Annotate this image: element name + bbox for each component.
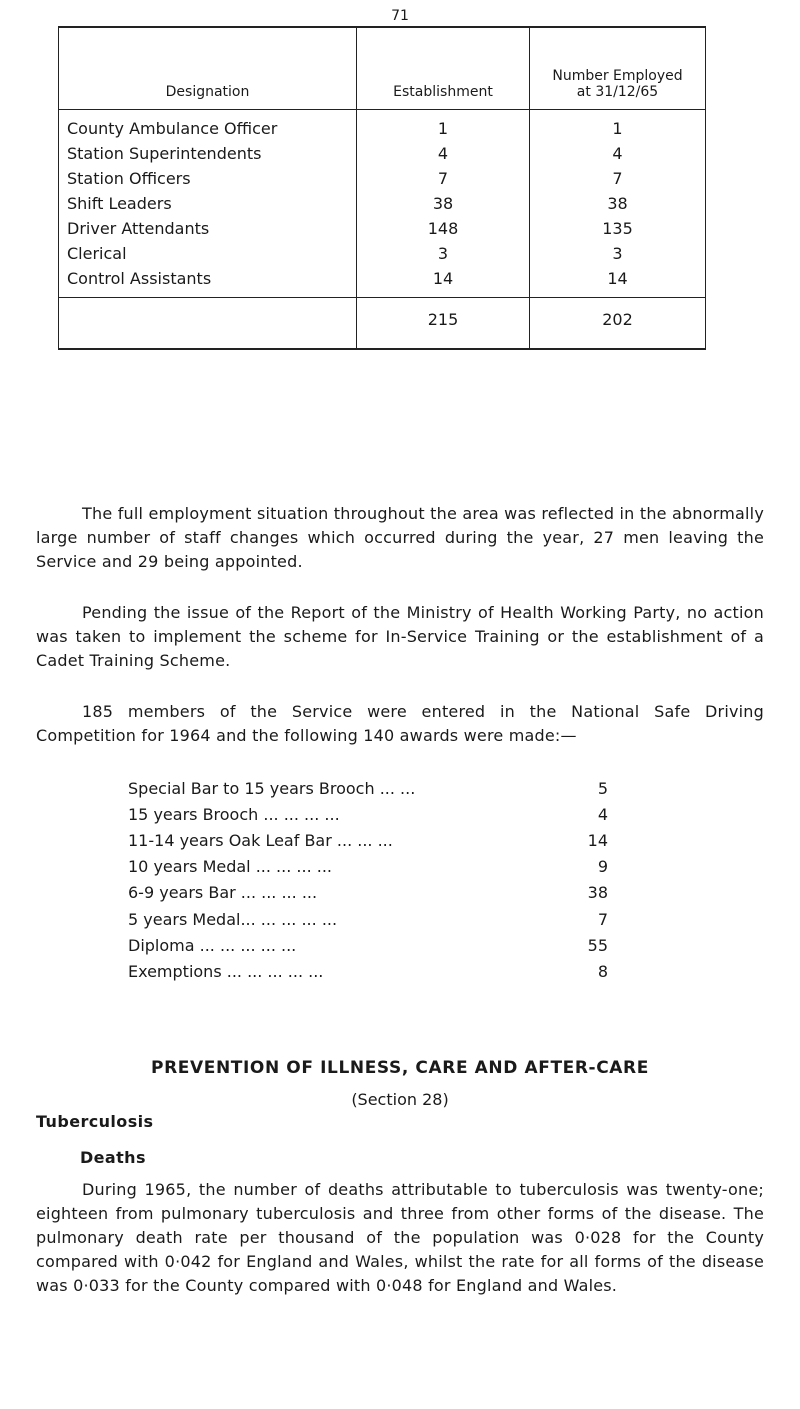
table-row — [59, 166, 706, 191]
awards-list — [128, 775, 608, 985]
award-count: 14 — [587, 830, 608, 850]
award-label: 10 years Medal ... ... ... ... — [128, 857, 332, 877]
cell-establishment: 4 — [357, 141, 530, 166]
table-row — [59, 266, 706, 298]
section-heading: PREVENTION OF ILLNESS, CARE AND AFTER-CARE — [151, 1058, 649, 1078]
cell-establishment: 14 — [357, 266, 530, 298]
cell-designation: Driver Attendants — [59, 216, 357, 241]
subtopic-heading: Deaths — [80, 1148, 146, 1167]
cell-designation: Control Assistants — [59, 266, 357, 298]
cell-employed: 4 — [530, 141, 706, 166]
cell-employed: 7 — [530, 166, 706, 191]
award-count: 5 — [597, 778, 608, 798]
award-count: 8 — [597, 961, 608, 981]
header-designation: Designation — [59, 27, 357, 109]
staff-table — [58, 26, 706, 350]
table-row — [59, 141, 706, 166]
table-header-row — [59, 27, 706, 109]
paragraph-safe-driving: 185 members of the Service were entered in the National Safe Driving Competition for 1964 and the following 140 awards were made:— — [36, 702, 764, 745]
paragraph-training: Pending the issue of the Report of the Ministry of Health Working Party, no action was taken to implement the scheme for In-Service Training or the establishment of a Cadet Training Scheme. — [36, 603, 764, 670]
cell-designation: Station Officers — [59, 166, 357, 191]
list-item — [128, 932, 608, 958]
list-item — [128, 854, 608, 880]
cell-employed: 14 — [530, 266, 706, 298]
award-label: 11-14 years Oak Leaf Bar ... ... ... — [128, 830, 393, 850]
cell-employed: 1 — [530, 109, 706, 141]
topic-heading: Tuberculosis — [36, 1112, 154, 1131]
cell-designation: Station Superintendents — [59, 141, 357, 166]
header-employed-line2: at 31/12/65 — [576, 83, 659, 100]
list-item — [128, 880, 608, 906]
list-item — [128, 958, 608, 984]
award-label: 5 years Medal... ... ... ... ... — [128, 909, 338, 929]
paragraph-tuberculosis-deaths: During 1965, the number of deaths attributable to tuberculosis was twenty-one; eighteen from pulmonary tuberculosis and three from other forms of the disease. The pulmonary death rate per thousand of the population was 0·028 for the County compared with 0·042 for England and Wales, whilst the rate for all forms of the disease was 0·033 for the County compared with 0·048 for England and Wales. — [36, 1180, 764, 1295]
table-row — [59, 109, 706, 141]
cell-establishment: 3 — [357, 241, 530, 266]
table-row — [59, 216, 706, 241]
list-item — [128, 775, 608, 801]
total-establishment: 215 — [357, 297, 530, 349]
award-label: Exemptions ... ... ... ... ... — [128, 961, 324, 981]
header-number-employed — [530, 27, 706, 109]
award-label: 15 years Brooch ... ... ... ... — [128, 804, 340, 824]
cell-establishment: 7 — [357, 166, 530, 191]
list-item — [128, 801, 608, 827]
list-item — [128, 827, 608, 853]
section-subheading: (Section 28) — [351, 1090, 449, 1109]
cell-designation: Shift Leaders — [59, 191, 357, 216]
cell-establishment: 148 — [357, 216, 530, 241]
award-label: Diploma ... ... ... ... ... — [128, 935, 297, 955]
total-label-cell — [59, 297, 357, 349]
award-label: Special Bar to 15 years Brooch ... ... — [128, 778, 416, 798]
cell-establishment: 1 — [357, 109, 530, 141]
award-count: 7 — [597, 909, 608, 929]
table-row — [59, 241, 706, 266]
award-count: 9 — [597, 857, 608, 877]
list-item — [128, 906, 608, 932]
total-employed: 202 — [530, 297, 706, 349]
cell-designation: County Ambulance Officer — [59, 109, 357, 141]
award-count: 55 — [587, 935, 608, 955]
award-count: 38 — [587, 883, 608, 903]
page-number: 71 — [391, 8, 409, 24]
table-row — [59, 191, 706, 216]
award-label: 6-9 years Bar ... ... ... ... — [128, 883, 318, 903]
cell-employed: 38 — [530, 191, 706, 216]
cell-designation: Clerical — [59, 241, 357, 266]
cell-employed: 3 — [530, 241, 706, 266]
table-total-row — [59, 297, 706, 349]
header-employed-line1: Number Employed — [552, 67, 683, 84]
cell-establishment: 38 — [357, 191, 530, 216]
award-count: 4 — [597, 804, 608, 824]
header-establishment: Establishment — [357, 27, 530, 109]
cell-employed: 135 — [530, 216, 706, 241]
paragraph-staff-changes: The full employment situation throughout the area was reflected in the abnormally large number of staff changes which occurred during the year, 27 men leaving the Service and 29 being appointed. — [36, 504, 764, 571]
